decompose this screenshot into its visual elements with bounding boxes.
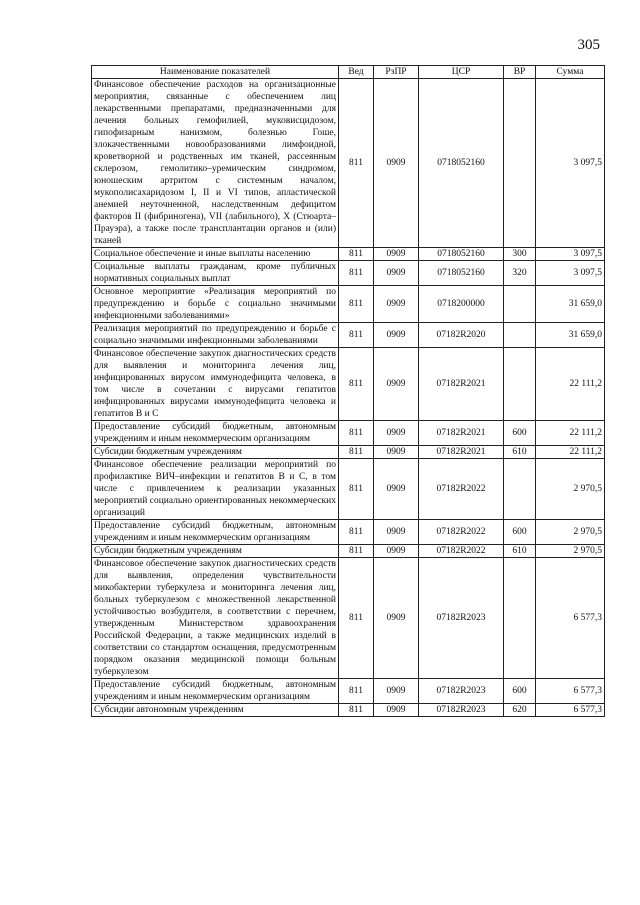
table-row [92,520,605,545]
cell-sum: 6 577,3 [536,704,605,717]
cell-name: Социальные выплаты гражданам, кроме публичных нормативных социальных выплат [92,261,339,286]
cell-name: Субсидии бюджетным учреждениям [92,545,339,558]
cell-ved: 811 [339,286,374,323]
table-row [92,323,605,348]
cell-vr [504,459,536,520]
cell-ved: 811 [339,261,374,286]
cell-name: Субсидии автономным учреждениям [92,704,339,717]
table-row [92,545,605,558]
cell-csr: 07182R2023 [419,558,504,679]
cell-ved: 811 [339,520,374,545]
cell-ved: 811 [339,248,374,261]
table-row [92,679,605,704]
cell-csr: 07182R2021 [419,421,504,446]
cell-ved: 811 [339,348,374,421]
cell-csr: 0718052160 [419,261,504,286]
cell-rzpr: 0909 [374,520,419,545]
cell-csr: 07182R2022 [419,459,504,520]
header-csr: ЦСР [419,66,504,79]
table-row [92,348,605,421]
cell-name: Предоставление субсидий бюджетным, автономным учреждениям и иным некоммерческим организациям [92,679,339,704]
table-row [92,704,605,717]
cell-vr: 600 [504,421,536,446]
cell-rzpr: 0909 [374,323,419,348]
cell-vr: 600 [504,520,536,545]
cell-vr [504,79,536,248]
table-row [92,558,605,679]
cell-vr [504,286,536,323]
cell-sum: 31 659,0 [536,286,605,323]
cell-name: Финансовое обеспечение закупок диагностических средств для выявления и мониторинга лечения лиц, инфицированных вирусом иммунодефицита человека, в том числе в сочетании с вирусами гепатитов инфицированных вирусами иммунодефицита человека и гепатитов В и С [92,348,339,421]
table-row [92,421,605,446]
cell-csr: 07182R2021 [419,446,504,459]
cell-rzpr: 0909 [374,446,419,459]
cell-sum: 3 097,5 [536,79,605,248]
cell-sum: 6 577,3 [536,558,605,679]
cell-rzpr: 0909 [374,261,419,286]
cell-rzpr: 0909 [374,679,419,704]
cell-csr: 07182R2021 [419,348,504,421]
header-name: Наименование показателей [92,66,339,79]
cell-vr: 320 [504,261,536,286]
cell-vr: 610 [504,545,536,558]
cell-csr: 07182R2020 [419,323,504,348]
cell-csr: 0718200000 [419,286,504,323]
table-row [92,286,605,323]
cell-csr: 07182R2022 [419,520,504,545]
cell-sum: 3 097,5 [536,248,605,261]
cell-sum: 31 659,0 [536,323,605,348]
budget-table [91,65,605,717]
cell-name: Финансовое обеспечение расходов на организационные мероприятия, связанные с обеспечением лиц лекарственными препаратами, предназначенными для лечения больных гемофилией, муковисцидозом, гипофизарным нанизмом, болезнью Гоше, злокачественными новообразованиями лимфоидной, кроветворной и родственных им тканей, рассеянным склерозом, гемолитико–уремическим синдромом, юношеским артритом с системным началом, мукополисахаридозом I, II и VI типов, апластической анемией неуточненной, наследственным дефицитом факторов II (фибриногена), VII (лабильного), X (Стюарта–Прауэра), а также после трансплантации органов и (или) тканей [92,79,339,248]
cell-rzpr: 0909 [374,459,419,520]
cell-vr [504,323,536,348]
cell-sum: 3 097,5 [536,261,605,286]
cell-name: Предоставление субсидий бюджетным, автономным учреждениям и иным некоммерческим организациям [92,520,339,545]
cell-rzpr: 0909 [374,348,419,421]
cell-csr: 0718052160 [419,248,504,261]
table-body [92,79,605,717]
cell-sum: 22 111,2 [536,421,605,446]
cell-csr: 07182R2022 [419,545,504,558]
table-header-row [92,66,605,79]
cell-ved: 811 [339,446,374,459]
cell-sum: 6 577,3 [536,679,605,704]
cell-name: Основное мероприятие «Реализация мероприятий по предупреждению и борьбе с социально значимыми инфекционными заболеваниями» [92,286,339,323]
cell-vr [504,348,536,421]
cell-csr: 0718052160 [419,79,504,248]
cell-name: Реализация мероприятий по предупреждению и борьбе с социально значимыми инфекционными заболеваниями [92,323,339,348]
cell-rzpr: 0909 [374,286,419,323]
header-ved: Вед [339,66,374,79]
cell-csr: 07182R2023 [419,704,504,717]
table-row [92,446,605,459]
cell-ved: 811 [339,421,374,446]
cell-name: Финансовое обеспечение реализации мероприятий по профилактике ВИЧ–инфекции и гепатитов В и С, в том числе с привлечением к реализации указанных мероприятий социально ориентированных некоммерческих организаций [92,459,339,520]
table-row [92,248,605,261]
cell-ved: 811 [339,79,374,248]
cell-sum: 2 970,5 [536,459,605,520]
cell-sum: 22 111,2 [536,348,605,421]
cell-rzpr: 0909 [374,248,419,261]
cell-sum: 2 970,5 [536,520,605,545]
cell-name: Субсидии бюджетным учреждениям [92,446,339,459]
header-rzpr: РзПР [374,66,419,79]
cell-vr: 610 [504,446,536,459]
cell-ved: 811 [339,704,374,717]
cell-csr: 07182R2023 [419,679,504,704]
cell-name: Финансовое обеспечение закупок диагностических средств для выявления, определения чувствительности микобактерии туберкулеза и мониторинга лечения лиц, больных туберкулезом с множественной лекарственной устойчивостью возбудителя, в соответствии с перечнем, утвержденным Министерством здравоохранения Российской Федерации, а также медицинских изделий в соответствии со стандартом оснащения, предусмотренным порядком оказания медицинской помощи больным туберкулезом [92,558,339,679]
cell-vr: 300 [504,248,536,261]
cell-rzpr: 0909 [374,545,419,558]
cell-rzpr: 0909 [374,79,419,248]
cell-name: Предоставление субсидий бюджетным, автономным учреждениям и иным некоммерческим организациям [92,421,339,446]
cell-sum: 2 970,5 [536,545,605,558]
cell-rzpr: 0909 [374,558,419,679]
header-sum: Сумма [536,66,605,79]
cell-ved: 811 [339,558,374,679]
cell-sum: 22 111,2 [536,446,605,459]
cell-rzpr: 0909 [374,704,419,717]
cell-rzpr: 0909 [374,421,419,446]
cell-ved: 811 [339,545,374,558]
table-row [92,79,605,248]
cell-vr [504,558,536,679]
cell-ved: 811 [339,459,374,520]
table-row [92,261,605,286]
cell-name: Социальное обеспечение и иные выплаты населению [92,248,339,261]
cell-ved: 811 [339,679,374,704]
cell-vr: 600 [504,679,536,704]
cell-ved: 811 [339,323,374,348]
page-number: 305 [577,37,600,53]
header-vr: ВР [504,66,536,79]
cell-vr: 620 [504,704,536,717]
table-row [92,459,605,520]
